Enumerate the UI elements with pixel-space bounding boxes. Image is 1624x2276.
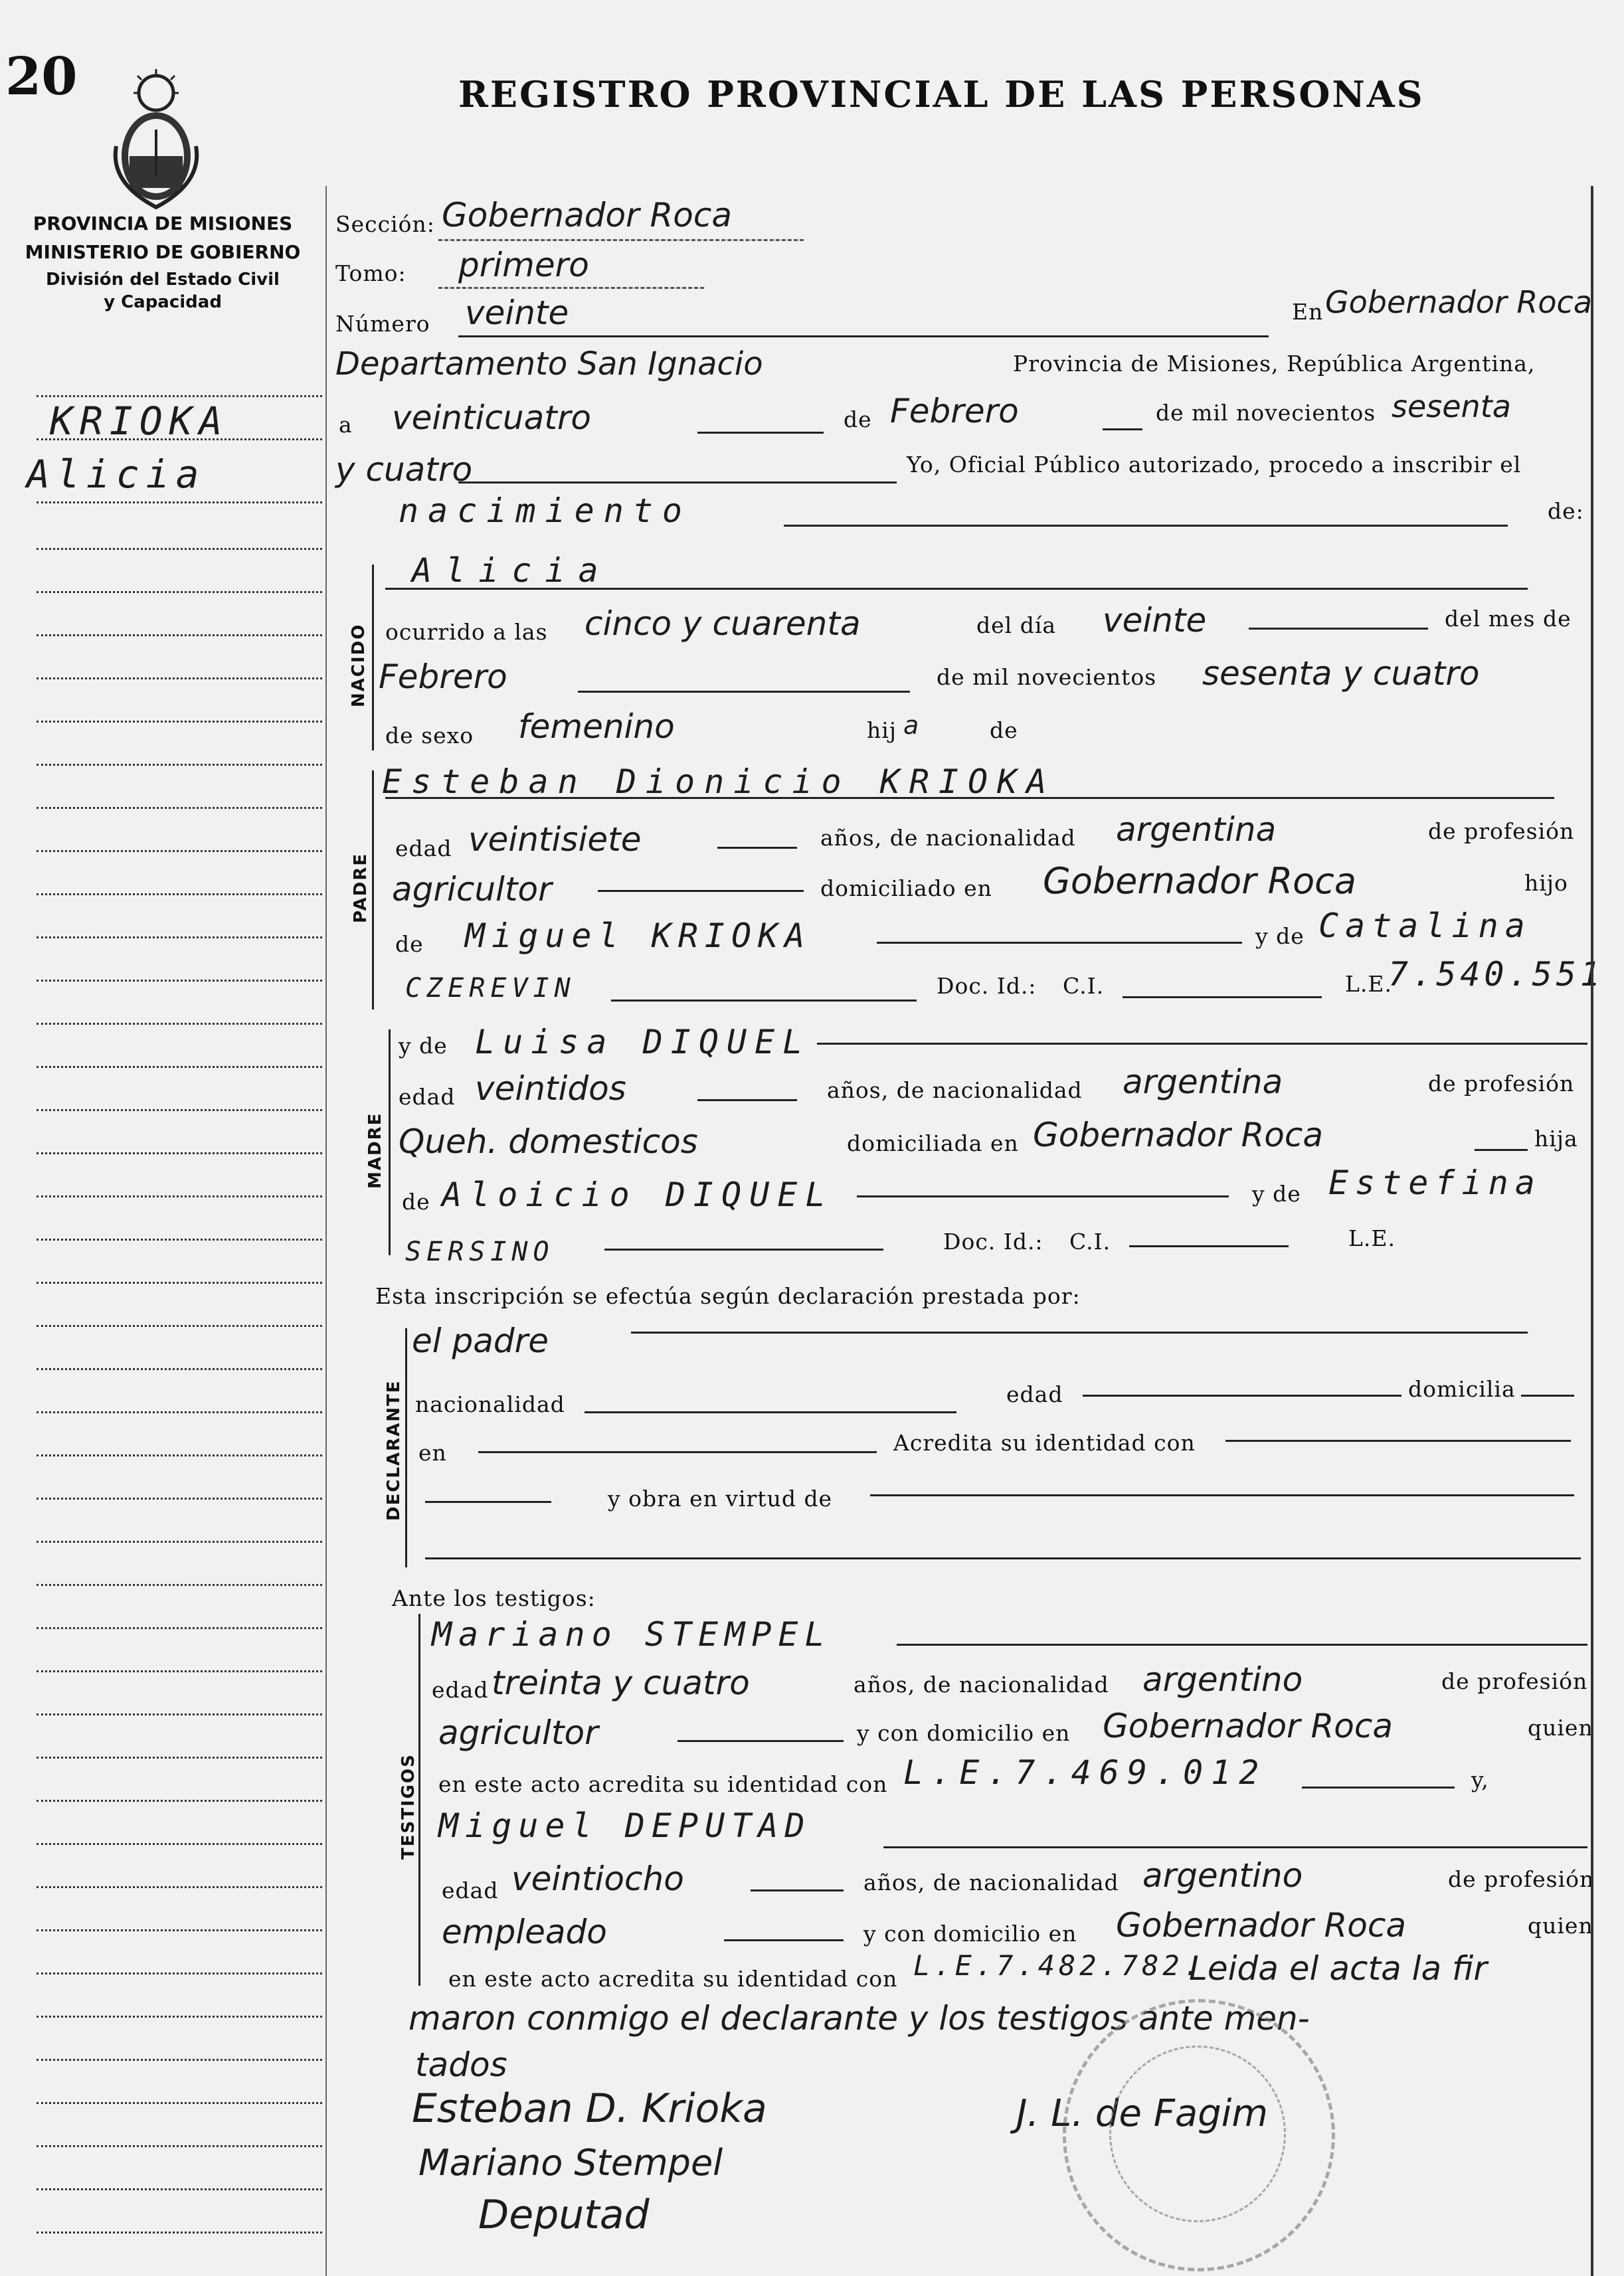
madre-edad-label: edad xyxy=(399,1084,456,1110)
declarante-nac-label: nacionalidad xyxy=(415,1391,565,1417)
declarante-en-label: en xyxy=(418,1440,447,1466)
coat-of-arms-icon xyxy=(103,66,209,213)
numero-value: veinte xyxy=(465,294,569,332)
capacity-label: y Capacidad xyxy=(104,292,222,312)
anio1-value: sesenta xyxy=(1392,389,1511,424)
provincia-label: Provincia de Misiones, República Argentina, xyxy=(1013,351,1536,377)
declarante-edad-label: edad xyxy=(1006,1381,1063,1407)
sexo-value: femenino xyxy=(518,707,675,746)
madre-nac: argentina xyxy=(1123,1063,1283,1101)
t2-nac: argentino xyxy=(1142,1856,1303,1895)
t2-prof-label: de profesión xyxy=(1448,1866,1595,1892)
padre-le: 7.540.551 xyxy=(1388,955,1604,994)
province-label: PROVINCIA DE MISIONES xyxy=(33,213,293,234)
a-label: a xyxy=(339,412,353,438)
madre-doc-label: Doc. Id.: xyxy=(943,1229,1043,1255)
t2-edad: veintiocho xyxy=(511,1860,684,1898)
numero-label: Número xyxy=(335,311,430,337)
en-label: En xyxy=(1292,299,1324,325)
madre-edad: veintidos xyxy=(475,1069,626,1108)
madre-tag: MADRE xyxy=(365,1112,385,1189)
cierre-1: Leida el acta la fir xyxy=(1189,1949,1487,1988)
madre-de-label: de xyxy=(402,1189,430,1215)
de-sexo-label: de sexo xyxy=(385,723,474,748)
firma-oficial: J. L. de Fagim xyxy=(1016,2092,1268,2135)
margin-name: Alicia xyxy=(27,452,206,497)
cierre-3: tados xyxy=(415,2046,507,2084)
abuela-m: Estefina xyxy=(1328,1164,1542,1202)
madre-prof-label: de profesión xyxy=(1428,1071,1575,1096)
madre-prof: Queh. domesticos xyxy=(399,1122,698,1161)
domiciliada-label: domiciliada en xyxy=(847,1130,1019,1156)
firma-testigo2: Deputad xyxy=(478,2192,650,2238)
mes-nac-value: Febrero xyxy=(379,657,507,696)
page-title: REGISTRO PROVINCIAL DE LAS PERSONAS xyxy=(458,73,1425,116)
padre-doc-label: Doc. Id.: xyxy=(937,973,1037,999)
firma-testigo1: Mariano Stempel xyxy=(418,2142,723,2184)
t1-dom: Gobernador Roca xyxy=(1103,1707,1393,1745)
t2-doc: L.E.7.482.782. xyxy=(913,1949,1205,1982)
acto-value: nacimiento xyxy=(399,491,692,530)
hora-value: cinco y cuarenta xyxy=(585,604,861,643)
tomo-label: Tomo: xyxy=(335,260,406,286)
de-mil2-label: de mil novecientos xyxy=(937,664,1157,690)
madre-y-de2-label: y de xyxy=(1252,1181,1301,1207)
padre-y-de-label: y de xyxy=(1255,923,1305,949)
right-border xyxy=(1591,186,1593,2276)
margin-surname: KRIOKA xyxy=(50,398,229,444)
ocurrido-label: ocurrido a las xyxy=(385,619,548,645)
hij-suffix: a xyxy=(903,711,919,740)
mes-value: Febrero xyxy=(890,392,1019,430)
anio2-value: y cuatro xyxy=(335,450,473,489)
t1-anos-label: años, de nacionalidad xyxy=(854,1672,1109,1698)
madre-le-label: L.E. xyxy=(1348,1225,1396,1251)
t1-nombre: Mariano STEMPEL xyxy=(432,1615,832,1654)
t1-prof: agricultor xyxy=(438,1713,598,1752)
padre-ci-label: C.I. xyxy=(1063,973,1105,999)
t2-nombre: Miguel DEPUTAD xyxy=(438,1806,812,1845)
dia-nac-value: veinte xyxy=(1103,601,1207,640)
padre-le-label: L.E. xyxy=(1345,971,1392,997)
declaracion-label: Esta inscripción se efectúa según declaración prestada por: xyxy=(375,1283,1081,1309)
hija-label: hija xyxy=(1534,1126,1578,1152)
t1-acredita-label: en este acto acredita su identidad con xyxy=(438,1771,888,1797)
abuelo-m: Aloicio DIQUEL xyxy=(442,1176,834,1214)
ministry-label: MINISTERIO DE GOBIERNO xyxy=(25,241,301,263)
nombre-value: Alicia xyxy=(412,551,612,590)
t2-edad-label: edad xyxy=(442,1878,499,1903)
yo-label: Yo, Oficial Público autorizado, procedo a inscribir el xyxy=(907,452,1522,478)
t2-quien-label: quien xyxy=(1528,1913,1593,1939)
domiciliado-label: domiciliado en xyxy=(820,875,992,901)
de-label: de xyxy=(844,406,872,432)
abuela-p2: CZEREVIN xyxy=(405,973,576,1004)
padre-anos-label: años, de nacionalidad xyxy=(820,825,1076,851)
page-number: 20 xyxy=(5,46,78,107)
anio-nac-value: sesenta y cuatro xyxy=(1202,654,1480,693)
madre-y-de-label: y de xyxy=(399,1033,448,1059)
madre-dom: Gobernador Roca xyxy=(1033,1116,1323,1154)
t2-domicilio-label: y con domicilio en xyxy=(863,1921,1077,1947)
de3-label: de xyxy=(990,717,1018,743)
departamento-value: Departamento San Ignacio xyxy=(335,345,763,383)
hij-label: hij xyxy=(867,717,897,743)
abuela-p: Catalina xyxy=(1318,907,1532,945)
t2-acredita-label: en este acto acredita su identidad con xyxy=(448,1966,898,1992)
firma-declarante: Esteban D. Krioka xyxy=(412,2085,767,2132)
cierre-2: maron conmigo el declarante y los testigos ante men- xyxy=(408,1999,1310,2038)
t2-dom: Gobernador Roca xyxy=(1116,1906,1406,1945)
padre-prof: agricultor xyxy=(392,870,552,909)
obra-label: y obra en virtud de xyxy=(608,1486,833,1512)
t1-prof-label: de profesión xyxy=(1441,1668,1588,1694)
t1-domicilio-label: y con domicilio en xyxy=(857,1720,1071,1746)
t2-prof: empleado xyxy=(442,1913,607,1951)
seccion-value: Gobernador Roca xyxy=(442,196,732,234)
declarante-tag: DECLARANTE xyxy=(384,1379,404,1521)
tomo-value: primero xyxy=(458,246,589,284)
del-mes-label: del mes de xyxy=(1445,606,1572,632)
t1-quien-label: quien xyxy=(1528,1715,1593,1741)
nacido-tag: NACIDO xyxy=(349,623,369,707)
del-dia-label: del día xyxy=(976,612,1057,638)
seccion-label: Sección: xyxy=(335,211,435,237)
madre-nombre: Luisa DIQUEL xyxy=(475,1023,811,1061)
division-label: División del Estado Civil xyxy=(46,270,280,290)
padre-prof-label: de profesión xyxy=(1428,818,1575,844)
padre-dom: Gobernador Roca xyxy=(1043,860,1356,902)
dia-value: veinticuatro xyxy=(392,398,591,437)
testigos-tag: TESTIGOS xyxy=(399,1753,418,1860)
padre-nac: argentina xyxy=(1116,810,1277,849)
hijo-label: hijo xyxy=(1524,870,1568,896)
declarante-value: el padre xyxy=(412,1322,549,1360)
padre-de-label: de xyxy=(395,931,424,957)
declarante-dom-label: domicilia xyxy=(1408,1376,1516,1402)
t2-anos-label: años, de nacionalidad xyxy=(863,1870,1119,1895)
madre-ci-label: C.I. xyxy=(1069,1229,1111,1255)
abuelo-p: Miguel KRIOKA xyxy=(465,917,812,955)
padre-edad-label: edad xyxy=(395,835,452,861)
t1-y-label: y, xyxy=(1471,1767,1489,1793)
madre-anos-label: años, de nacionalidad xyxy=(827,1077,1083,1103)
t1-edad: treinta y cuatro xyxy=(492,1664,750,1702)
en-value: Gobernador Roca xyxy=(1325,284,1593,320)
padre-edad: veintisiete xyxy=(468,820,642,859)
t1-edad-label: edad xyxy=(432,1677,489,1703)
margin-divider xyxy=(325,186,327,2276)
padre-tag: PADRE xyxy=(351,852,371,923)
t1-doc: L.E.7.469.012 xyxy=(903,1753,1267,1792)
acredita-label: Acredita su identidad con xyxy=(893,1430,1196,1456)
abuela-m2: SERSINO xyxy=(405,1237,555,1267)
de2-label: de: xyxy=(1548,498,1584,524)
t1-nac: argentino xyxy=(1142,1660,1303,1699)
official-stamp-inner-icon xyxy=(1109,2046,1286,2222)
ante-testigos-label: Ante los testigos: xyxy=(392,1585,596,1611)
de-mil-label: de mil novecientos xyxy=(1156,400,1376,426)
padre-nombre: Esteban Dionicio KRIOKA xyxy=(382,762,1056,801)
